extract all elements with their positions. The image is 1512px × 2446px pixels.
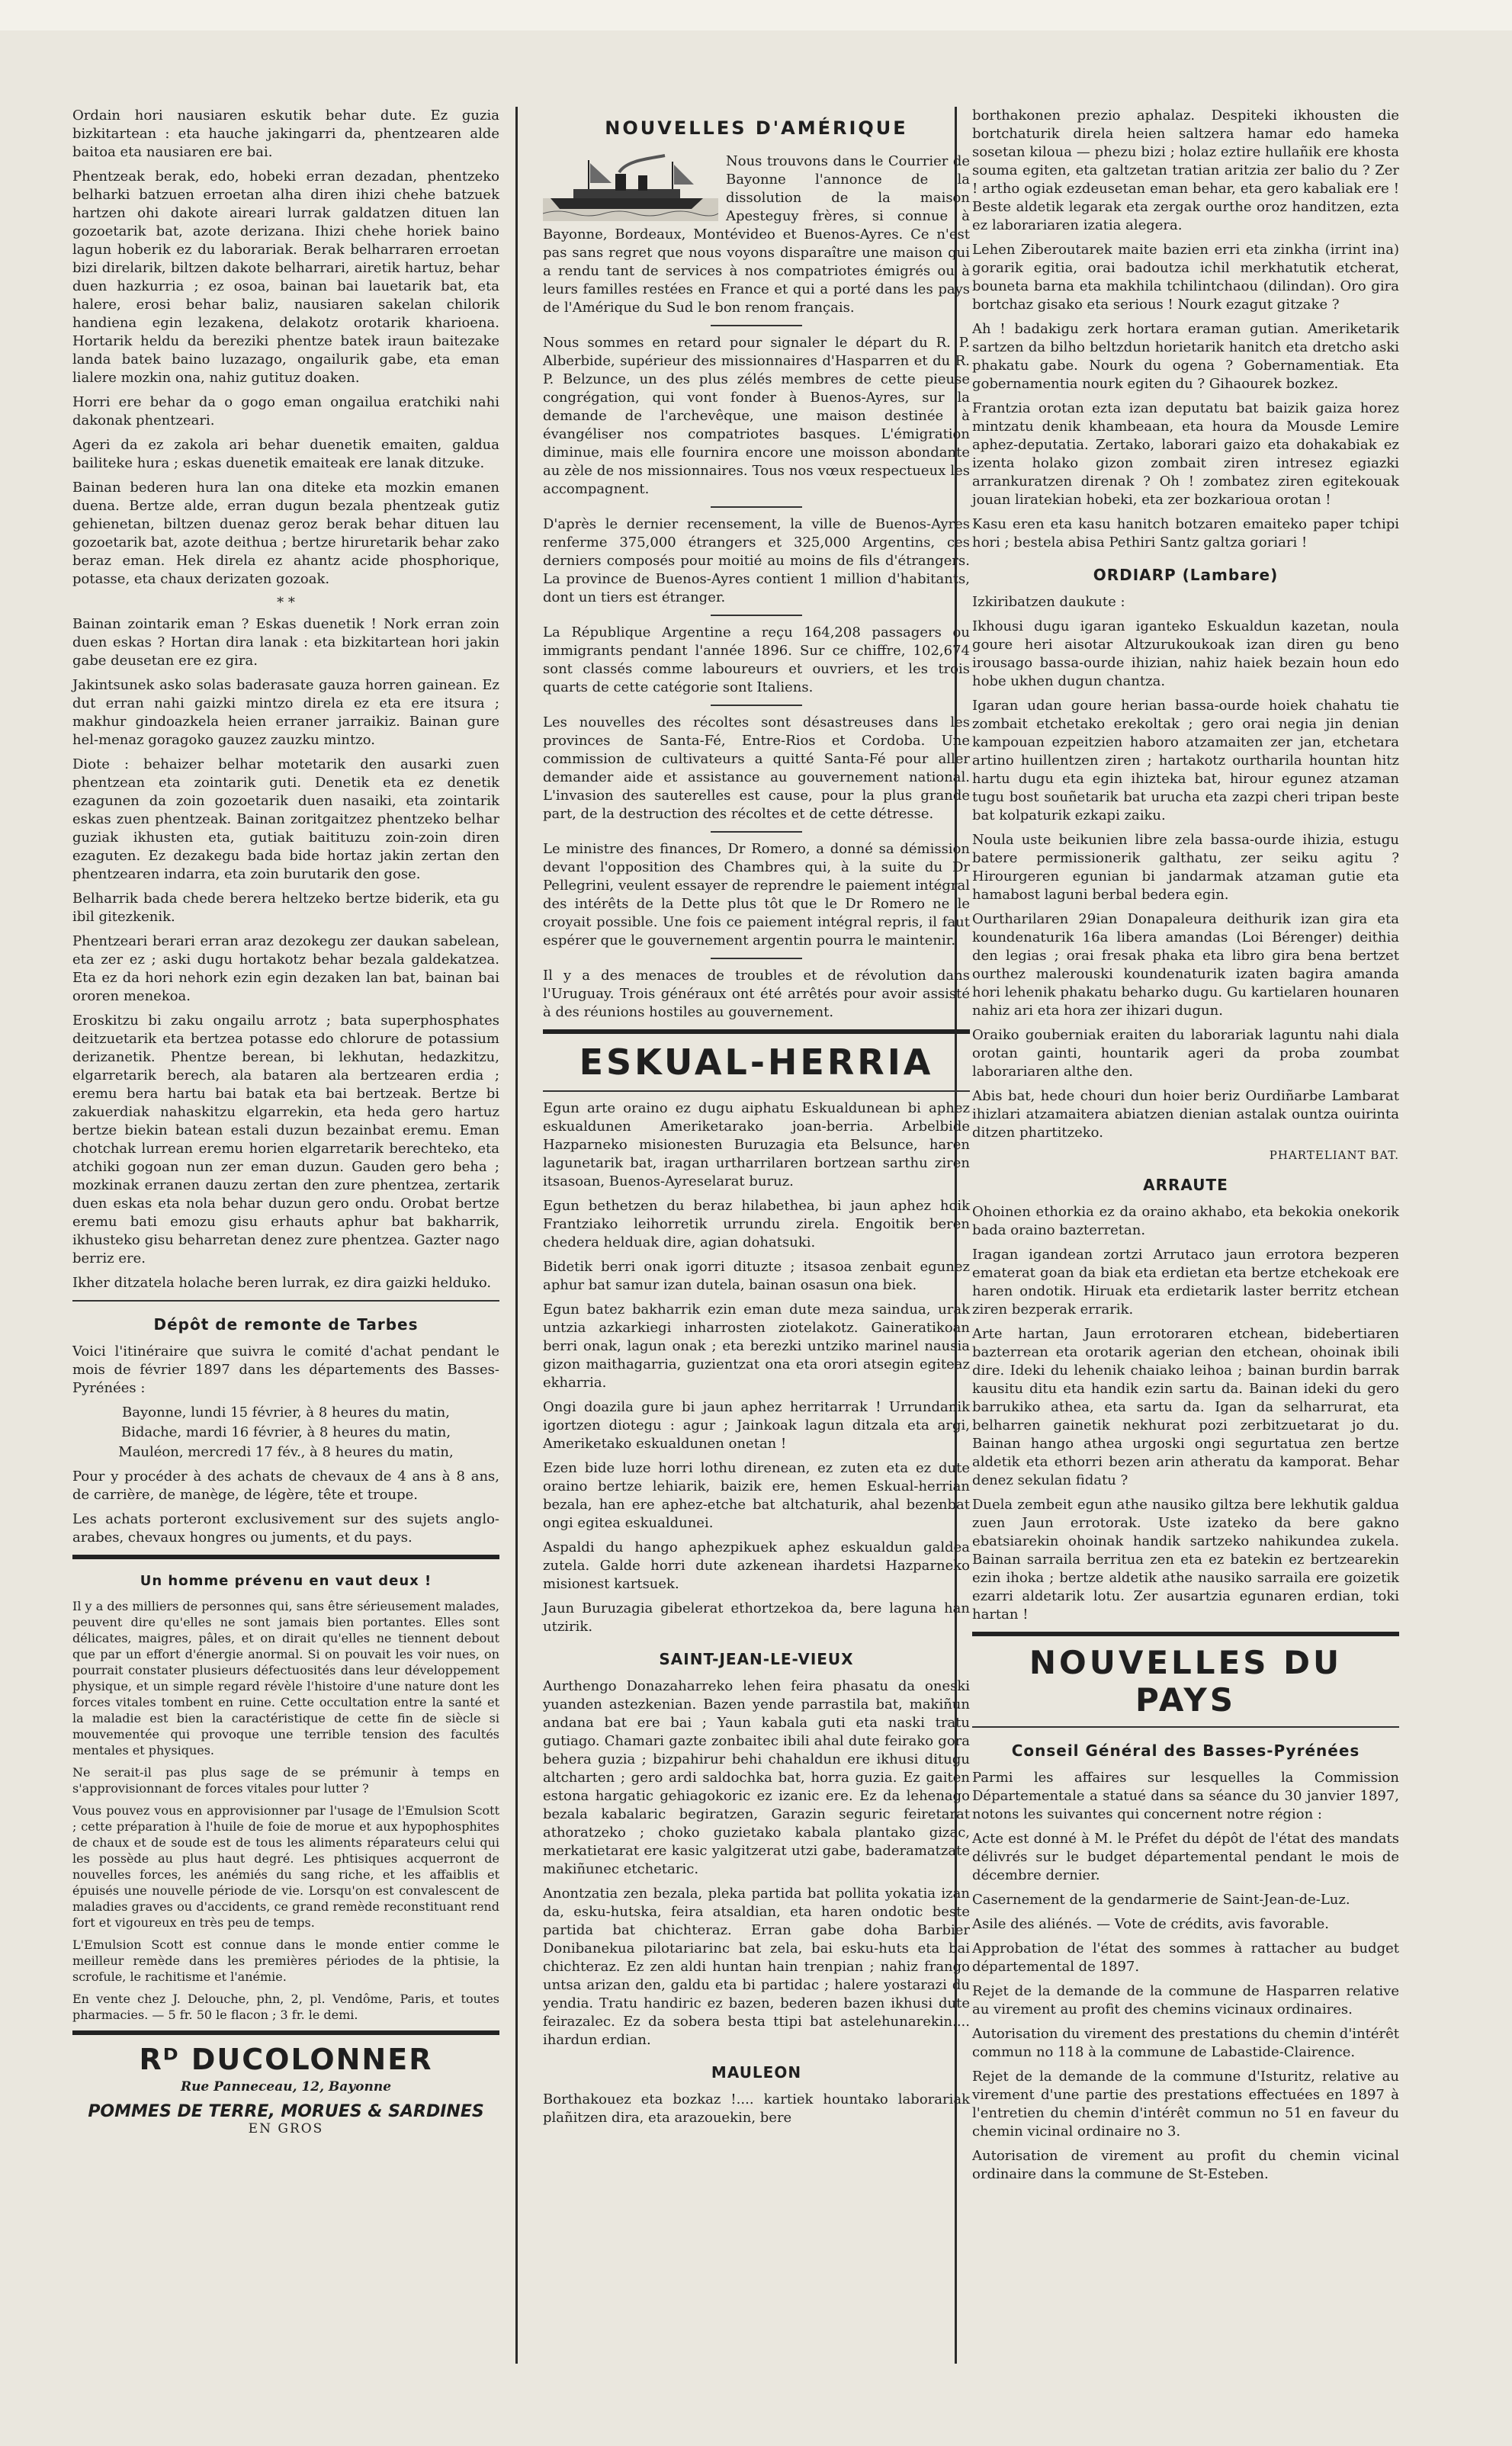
paragraph: Acte est donné à M. le Préfet du dépôt de l'état des mandats délivrés sur le budget départemental pendant le mois de décembre dernier. xyxy=(972,1831,1399,1883)
paragraph: Phentzeari berari erran araz dezokegu zer daukan sabelean, eta zer ez ; aski dugu hortakotz behar bezala galdekatzea. Eta ez da hori nehork ezin egin dezaken lan bat, bainan bai ororen menekoa. xyxy=(72,933,499,1004)
paragraph: Jakintsunek asko solas baderasate gauza horren gainean. Ez dut erran nahi gaizki mintzo direla ez eta ere itsura ; makhur gindoazkela heien erraner jarraikiz. Bainan gure hel-menaz goragoko gauzez zauzku mintzo. xyxy=(72,677,499,748)
paragraph: Igaran udan goure herian bassa-ourde hoiek chahatu tie zombait etchetako erekoltak ; gero orai negia jin denian kampouan ezpeitzien haboro atzamaiten zer jan, etchetara artino huillentzen ziren ; hartakotz ourtharila hountan hitz hartu dugu eta egin ihizteka bat, hirour egunez atzaman tugu bost souñetarik bat urucha eta zazpi cheri tripan beste bat kolpaturik ezkapi zaiku. xyxy=(972,698,1399,823)
paragraph: Phentzeak berak, edo, hobeki erran dezadan, phentzeko belharki batzuen erroetan alha diren ihizi chehe batzuek hartzen ohi dakote aireari lurrak galdatzen dituen lan gozoetarik bat, azote derizana. Ihizi chehe horiek baino lagun hoberik ez du laborariak. Berak belharraren erroetan bizi direlarik, biltzen dakote belharrari, airetik hartuz, behar duen hazkurria ; ez osoa, bainan bai lauetarik bat, eta halere, erosi behar baliz, nausiaren sakelan chilorik handiena egin lezakena, delakotz orotarik kharioena. Hortarik heldu da bereziki phentze batek iraun baitezake landa batek baino luzazago, ongailurik gabe, eta eman lialere mozkin ona, nahiz gutituz doaken. xyxy=(72,169,499,386)
divider xyxy=(711,506,802,508)
paragraph: Belharrik bada chede berera heltzeko bertze biderik, eta gu ibil gitezkenik. xyxy=(72,891,499,925)
divider xyxy=(711,325,802,326)
divider xyxy=(972,1726,1399,1728)
paragraph: Bainan zointarik eman ? Eskas duenetik ! Nork erran zoin duen eskas ? Hortan dira lanak : eta bizkitartean hori jakin gabe deusetan ere ez gira. xyxy=(72,616,499,669)
paragraph: Ne serait-il pas plus sage de se prémunir à temps en s'approvisionnant de forces vitales pour lutter ? xyxy=(72,1765,499,1796)
paragraph: Diote : behaizer belhar motetarik den ausarki zuen phentzean eta zointarik guti. Denetik eta ez denetik ezagunen da zoin gozoetarik duen nasaiki, eta zointarik eskas zuen phentzeak. Bainan zoritgaitzez phentzeko belhar guziak ikhusten eta, gutiak baitituzu zoin-zoin diren ezaguten. Ez dezakegu bada bide hortaz jakin zertan den phentzearen indarra, eta zoin burutarik den gose. xyxy=(72,756,499,882)
paragraph: Egun bethetzen du beraz hilabethea, bi jaun aphez hoik Frantziako leihorretik urrundu zirela. Engoitik beren chedera helduak dire, agian dohatsuki. xyxy=(543,1198,970,1250)
section-banner-nouvelles-du-pays: NOUVELLES DU PAYS xyxy=(1029,1644,1343,1719)
paragraph: Rejet de la demande de la commune de Hasparren relative au virement au profit des chemins vicinaux ordinaires. xyxy=(972,1983,1399,2017)
divider xyxy=(543,1029,970,1034)
paragraph: Ezen bide luze horri lothu direnean, ez zuten eta ez dute oraino bertze lehiarik, baizik ere, hemen Eskual-herrian bezala, han ere aphez-etche bat altchaturik, ahal bezenbat ongi egitea eskualdunei. xyxy=(543,1460,970,1531)
divider xyxy=(72,1300,499,1302)
paragraph: D'après le dernier recensement, la ville de Buenos-Ayres renferme 375,000 étrangers et 325,000 Argentins, ces derniers composés pour moitié au moins de fils d'étrangers. La province de Buenos-Ayres contient 1 million d'habitants, dont un tiers est étranger. xyxy=(543,516,970,605)
paragraph: Bainan bederen hura lan ona diteke eta mozkin emanen duena. Bertze alde, erran dugun bezala phentzeak gutiz gehienetan, biltzen duenaz geroz berak behar dituen lau gozoetarik bat, azote deithua ; bertze hiruretarik behar zako beraz eman. Hek direla ez ahantz acide phosphorique, potasse, eta chaux derizaten gozoak. xyxy=(72,480,499,587)
paragraph: Arte hartan, Jaun errotoraren etchean, bidebertiaren bazterrean eta orotarik agerian den etchean, ohoinak ibili dire. Ideki du lehenik chaiako leihoa ; bainan burdin barrak kausitu ditu eta handik ezin sartu da. Bainan ideki du gero barrukiko athea, eta sartu da. Igan da selharrurat, eta belharren gainetik nekhurat pozi zerbitzuetarat jo du. Bainan hango athea urgoski ongi segurtatua zen bertze aldetik eta ethorri bezen arin atheratu da kamporat. Behar denez sekulan fidatu ? xyxy=(972,1326,1399,1488)
paragraph: Ourtharilaren 29ian Donapaleura deithurik izan gira eta koundenaturik 16a libera amandas (Loi Bérenger) deithia den legias ; orai fresak phaka eta libro gira bena bertzet ourthez malerouski koundenaturik izaten bagira amanda hori lehenik phakatu beharko dugu. Gu kartielaren hounaren nahiz ari eta hora zer ihizari dugun. xyxy=(972,911,1399,1019)
divider xyxy=(711,831,802,833)
paragraph: Frantzia orotan ezta izan deputatu bat baizik gaiza horez mintzatu denik khambeaan, eta houra da Mousde Lemire aphez-deputatia. Zertako, laborari gaizo eta dohakabiak ez izenta holako gizon zombait ziren intresez egiazki arrankuratzen direnak ? Oh ! zombatez ziren egitekouak jouan liratekian hobeki, eta zer bozkarioua orotan ! xyxy=(972,400,1399,508)
schedule-line: Mauléon, mercredi 17 fév., à 8 heures du matin, xyxy=(118,1444,454,1460)
column-middle xyxy=(543,107,970,2133)
divider xyxy=(711,615,802,616)
section-title-depot: Dépôt de remonte de Tarbes xyxy=(153,1315,419,1334)
section-title-conseil: Conseil Général des Basses-Pyrénées xyxy=(1011,1741,1360,1760)
divider xyxy=(72,1555,499,1559)
paragraph: Nous trouvons dans le Courrier de Bayonne l'annonce de la dissolution de la maison Apesteguy frères, si connue à Bayonne, Bordeaux, Montévideo et Buenos-Ayres. Ce n'est pas sans regret que nous voyons disparaître une maison qui a rendu tant de services à nos compatriotes émigrés ou à leurs familles restées en France et qui a porté dans les pays de l'Amérique du Sud le bon renom français. xyxy=(543,153,970,316)
section-title-sjv: SAINT-JEAN-LE-VIEUX xyxy=(659,1650,854,1668)
paragraph: Voici l'itinéraire que suivra le comité d'achat pendant le mois de février 1897 dans les départements des Basses-Pyrénées : xyxy=(72,1343,499,1396)
paragraph: Autorisation du virement des prestations du chemin d'intérêt commun no 118 à la commune de Labastide-Clairence. xyxy=(972,2026,1399,2060)
paragraph: Autorisation de virement au profit du chemin vicinal ordinaire dans la commune de St-Esteben. xyxy=(972,2148,1399,2182)
paragraph: Aurthengo Donazaharreko lehen feira phasatu da oneski yuanden astezkenian. Bazen yende parrastila bat, makiñun andana bat ere bai ; Yaun kabala guti eta naski tratu gutiago. Chamari gazte zonbaitec ibili ahal dute feirako gora behera guzia ; bizpahirur behi chahaldun ere ikhusi ditugu altcharten ; gero ardi saldochka bat, horra guzia. Ez gaiten estona hargatic gehiagokoric ez izanic ere. Ez da lehenago bezala kabalaric begiratzen, Garazin seguric feiretarat athoratzeko ; choko guzietako kabala plantako gizac, merkatietarat ere kasic yalgitzerat utzi gabe, baderamatzate makiñunec etchetaric. xyxy=(543,1678,970,1877)
steamship-illustration xyxy=(543,152,718,221)
paragraph: Rejet de la demande de la commune d'Isturitz, relative au virement d'une partie des prestations effectuées en 1897 à l'entretien du chemin d'intérêt commun no 51 en faveur du chemin vicinal ordinaire no 3. xyxy=(972,2069,1399,2139)
section-title-amerique: NOUVELLES D'AMÉRIQUE xyxy=(605,117,908,139)
section-title-arraute: ARRAUTE xyxy=(1143,1176,1228,1194)
paragraph: Le ministre des finances, Dr Romero, a donné sa démission devant l'opposition des Chambres qui, à la suite du Dr Pellegrini, veulent essayer de reprendre le paiement intégral des intérêts de la Dette plus tôt que le Dr Romero ne le croyait possible. Une fois ce paiement intégral repris, il faut espérer que le gouvernement argentin pourra le maintenir. xyxy=(543,841,970,949)
paragraph: Iragan igandean zortzi Arrutaco jaun errotora bezperen ematerat goan da biak eta erdietan eta bertze etchekoak ere haren ondotik. Hiruak eta erdietarik laster berritz etchean ziren bezperak errarik. xyxy=(972,1247,1399,1318)
paragraph: Ordain hori nausiaren eskutik behar dute. Ez guzia bizkitartean : eta hauche jakingarri da, phentzearen alde baitoa eta nausiaren ere bai. xyxy=(72,108,499,160)
paragraph: Les nouvelles des récoltes sont désastreuses dans les provinces de Santa-Fé, Entre-Rios et Cordoba. Une commission de cultivateurs a quitté Santa-Fé pour aller demander aide et assistance au gouvernement national. L'invasion des sauterelles est cause, pour la plus grande part, de la destruction des récoltes et de cette détresse. xyxy=(543,714,970,822)
column-right xyxy=(972,107,1399,2190)
paragraph: Les achats porteront exclusivement sur des sujets anglo-arabes, chevaux hongres ou juments, et du pays. xyxy=(72,1511,499,1546)
paragraph: Borthakouez eta bozkaz !.... kartiek hountako laborariak plañitzen dira, eta arazouekin, bere xyxy=(543,2091,970,2126)
ad-address: Rue Panneceau, 12, Bayonne xyxy=(180,2079,392,2095)
paragraph: L'Emulsion Scott est connue dans le monde entier comme le meilleur remède dans les premières périodes de la phtisie, la scrofule, le rachitisme et l'anémie. xyxy=(72,1937,499,1984)
paragraph: Noula uste beikunien libre zela bassa-ourde ihizia, estugu batere permissionerik galthatu, zer seiku agitu ? Hirourgeren egunian bi jandarmak atzaman gutie eta hamabost laguni berbal bedera egin. xyxy=(972,832,1399,903)
section-title-homme: Un homme prévenu en vaut deux ! xyxy=(140,1573,432,1589)
paragraph: Bidetik berri onak igorri dituzte ; itsasoa zenbait egunez aphur bat samur izan dutela, bainan osasun ona biek. xyxy=(543,1259,970,1293)
divider xyxy=(711,958,802,959)
ad-merchant-name: Rᴰ DUCOLONNER xyxy=(139,2043,433,2076)
ad-wholesale: EN GROS xyxy=(248,2121,324,2136)
paragraph: Il y a des menaces de troubles et de révolution dans l'Uruguay. Trois généraux ont été arrêtés pour avoir assisté à des réunions hostiles au gouvernement. xyxy=(543,968,970,1020)
column-left xyxy=(72,107,499,2136)
paragraph: Asile des aliénés. — Vote de crédits, avis favorable. xyxy=(972,1916,1330,1932)
paragraph: Nous sommes en retard pour signaler le départ du R. P. Alberbide, supérieur des missionnaires d'Hasparren et du R. P. Belzunce, un des plus zélés membres de cette pieuse congrégation, qui vont fonder à Buenos-Ayres, sur la demande de l'archevêque, une maison destinée à évangéliser nos compatriotes basques. L'émigration diminue, mais elle fournira encore une moisson abondante au zèle de nos missionnaires. Tous nos vœux respectueux les accompagnent. xyxy=(543,335,970,497)
schedule-line: Bayonne, lundi 15 février, à 8 heures du matin, xyxy=(121,1404,450,1420)
paragraph: Kasu eren eta kasu hanitch botzaren emaiteko paper tchipi hori ; bestela abisa Pethiri Santz galtza goriari ! xyxy=(972,516,1399,551)
paragraph: Horri ere behar da o gogo eman ongailua eratchiki nahi dakonak phentzeari. xyxy=(72,394,499,429)
paragraph: Egun arte oraino ez dugu aiphatu Eskualdunean bi aphez eskualdunen Ameriketarako joan-berria. Arbelbide Hazparneko misionesten Buruzagia eta Belsunce, haren lagunetarik bat, iragan urtharrilaren bortzean sarthu ziren itsasoan, Buenos-Ayreselarat buruz. xyxy=(543,1100,970,1189)
paragraph: Izkiribatzen daukute : xyxy=(972,594,1125,610)
paragraph: Aspaldi du hango aphezpikuek aphez eskualdun galdea zutela. Galde horri dute azkenean ihardetsi Hazparneko misionest kartsuek. xyxy=(543,1539,970,1592)
signature: PHARTELIANT BAT. xyxy=(1269,1148,1399,1162)
paragraph: borthakonen prezio aphalaz. Despiteki ikhousten die bortchaturik direla heien saltzera hamar edo hameka sosetan kiloua — phezu bizi ; holaz eztire hullañik ere khosta souma egiten, eta galtzetan tratian aritzia zer balio du ? Zer ! artho ogiak ezdeusetan eman behar, eta gero kabaliak ere ! Beste aldetik legarak eta zergak ourthe oroz handitzen, ezta ez laborariaren izatia alegera. xyxy=(972,108,1399,233)
divider xyxy=(72,2030,499,2035)
paragraph: Anontzatia zen bezala, pleka partida bat pollita yokatia izan da, esku-hutska, feira atsaldian, eta haren ondotic beste partida bat chichteraz. Erran gabe doha Barbier Donibanekua pilotariarinc bat zela, bai esku-huts eta bai chichteraz. Ez zen aldi huntan hain trenpian ; nahiz frango untsa arizan den, galdu eta bi partidac ; halere yostarazi du yendia. Tratu handiric ez bazen, bederen bazen ikhusi dute feirazalec. Ez da sobera besta ttipi bat astelehunarekin.... ihardun erdian. xyxy=(543,1886,970,2048)
ad-products: POMMES DE TERRE, MORUES & SARDINES xyxy=(88,2102,484,2121)
section-title-mauleon: MAULEON xyxy=(711,2063,802,2082)
section-title-ordiarp: ORDIARP (Lambare) xyxy=(1093,566,1279,584)
paragraph: La République Argentine a reçu 164,208 passagers ou immigrants pendant l'année 1896. Sur ce chiffre, 102,674 sont classés comme laboureurs et ouvriers, et les trois quarts de cette catégorie sont Italiens. xyxy=(543,624,970,695)
paragraph: Lehen Ziberoutarek maite bazien erri eta zinkha (irrint ina) gorarik egitia, orai badoutza ichil merkhatutik etcherat, bouneta barna eta makhila tchilintchaou (dilindan). Oro gira bortchaz gisako eta serious ! Nourk ezagut gitzake ? xyxy=(972,242,1399,313)
paragraph: Egun batez bakharrik ezin eman dute meza saindua, urak untzia azkarkiegi inharrosten ziotelakotz. Gaineratikoan berri onak, lagun onak ; eta berezki untziko marinel nausia gizon maithagarria, guzientzat ona eta orori atsegin egiteaz ekharria. xyxy=(543,1302,970,1391)
paragraph: Pour y procéder à des achats de chevaux de 4 ans à 8 ans, de carrière, de manège, de légère, tête et troupe. xyxy=(72,1469,499,1503)
paragraph: En vente chez J. Delouche, phn, 2, pl. Vendôme, Paris, et toutes pharmacies. — 5 fr. 50 le flacon ; 3 fr. le demi. xyxy=(72,1992,499,2022)
page-top-edge xyxy=(0,0,1512,30)
paragraph: Il y a des milliers de personnes qui, sans être sérieusement malades, peuvent dire qu'elles ne sont jamais bien portantes. Elles sont délicates, maigres, pâles, et on dirait qu'elles ne tiennent debout que par un effort d'énergie anormal. Si on pouvait les voir nues, on pourrait constater plusieurs défectuosités dans leur développement physique, et un simple regard révèle l'histoire d'une nature dont les forces vitales tombent en ruine. Cette occultation entre la santé et la maladie est bien la caractéristique de cette fin de siècle si mouvementée qui provoque une terrible tension des facultés mentales et physiques. xyxy=(72,1599,499,1757)
paragraph: Ageri da ez zakola ari behar duenetik emaiten, galdua bailiteke hura ; eskas duenetik emaiteak ere lanak ditzuke. xyxy=(72,437,499,471)
paragraph: Ohoinen ethorkia ez da oraino akhabo, eta bekokia onekorik bada oraino bazterretan. xyxy=(972,1204,1399,1238)
paragraph: Vous pouvez vous en approvisionner par l'usage de l'Emulsion Scott ; cette préparation à l'huile de foie de morue et aux hypophosphites de chaux et de soude est de tous les aliments réparateurs celui qui les possède au plus haut degré. Les phtisiques acquerront de nouvelles forces, les anémiés du sang riche, et les affaiblis et épuisés une nouvelle période de vie. Lorsqu'on est convalescent de maladies graves ou d'accidents, ce grand remède reconstituant rend fort et vigoureux en très peu de temps. xyxy=(72,1803,499,1930)
paragraph: Ongi doazila gure bi jaun aphez herritarrak ! Urrundanik igortzen diotegu : agur ; Jainkoak lagun ditzala eta argi, Ameriketako eskualdunen onetan ! xyxy=(543,1399,970,1452)
paragraph: Casernement de la gendarmerie de Saint-Jean-de-Luz. xyxy=(972,1892,1350,1908)
paragraph: Ikhousi dugu igaran iganteko Eskualdun kazetan, noula goure heri aisotar Altzurukoukoak izan diren gu beno irousago bassa-ourde ihizian, nahiz haiek bezain houn edo hobe ukhen dugun chantza. xyxy=(972,618,1399,689)
paragraph: Duela zembeit egun athe nausiko giltza bere lekhutik galdua zuen Jaun errotorak. Uste izateko da bere gakno ebatsiarekin ohoinak handik sartzeko nahikundea zukela. Bainan sarraila berritua zen eta ez batekin ez bertzearekin ezin ihoka ; bertze aldetik athe nausiko sarraila ere goizetik ezarri aldetarik lotu. Zer ausartzia egunaren erdian, toki hartan ! xyxy=(972,1497,1399,1623)
paragraph: Eroskitzu bi zaku ongailu arrotz ; bata superphosphates deitzuetarik eta bertzea potasse edo chlorure de potassium derizanetik. Phentze berean, bi lekhutan, hedazkitzu, elgarretarik berech, ala bataren ala bertzearen erdia ; eremu bera hartu bai batak eta bai bertzeak. Bertze bi zakuerdiak nahaskitzu elgarrekin, eta heda gero hartuz bertze biekin batean estali duzun bezainbat eremu. Eman chotchak lurrean eremu horien elgarretarik berechteko, eta atchiki gogoan nun zer eman duzun. Gauden gero beha ; mozkinak erranen dauzu zertan den zure phentzea, zertarik duen eskas eta nola behar duzun gero ondu. Orobat bertze eremu bati emozu gisu erhauts aphur bat bakharrik, ikhusteko gisu beharretan denez zure phentzea. Gazter nago berriz ere. xyxy=(72,1013,499,1266)
schedule-line: Bidache, mardi 16 février, à 8 heures du matin, xyxy=(120,1424,451,1440)
paragraph: Oraiko gouberniak eraiten du laborariak laguntu nahi diala orotan gainti, hountarik ageri da proba zoumbat laborariaren althe den. xyxy=(972,1027,1399,1080)
divider xyxy=(972,1632,1399,1636)
paragraph: Approbation de l'état des sommes à rattacher au budget départemental de 1897. xyxy=(972,1940,1399,1975)
column-rule xyxy=(515,107,518,2364)
section-banner-eskual-herria: ESKUAL-HERRIA xyxy=(579,1042,934,1083)
paragraph: Parmi les affaires sur lesquelles la Commission Départementale a statué dans sa séance du 30 janvier 1897, notons les suivantes qui concernent notre région : xyxy=(972,1770,1399,1822)
paragraph: Jaun Buruzagia gibelerat ethortzekoa da, bere laguna han utzirik. xyxy=(543,1600,970,1635)
section-separator: * * xyxy=(277,595,295,611)
paragraph: Abis bat, hede chouri dun hoier beriz Ourdiñarbe Lambarat ihizlari atzamaitera abiatzen dienian astalak ountza ouirinta ditzen phartitzeko. xyxy=(972,1088,1399,1141)
paragraph: Ah ! badakigu zerk hortara eraman gutian. Ameriketarik sartzen da bilho beltzdun horietarik hanitch eta dretcho aski phakatu gabe. Nourk du ogena ? Gobernamentiak. Eta gobernamentia nourk egiten du ? Gihaourek bozkez. xyxy=(972,321,1399,392)
divider xyxy=(711,705,802,706)
paragraph: Ikher ditzatela holache beren lurrak, ez dira gaizki helduko. xyxy=(72,1275,492,1291)
divider xyxy=(543,1090,970,1092)
